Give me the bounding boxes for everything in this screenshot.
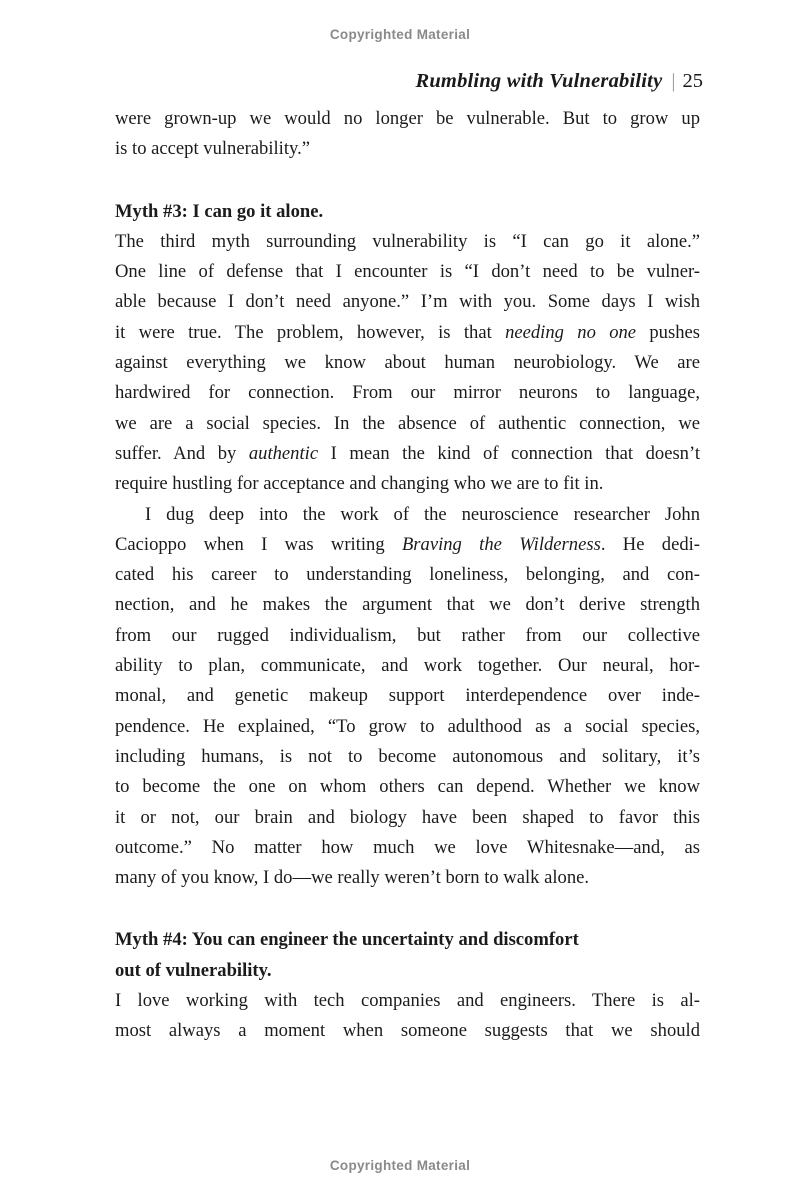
text-line	[115, 104, 700, 134]
text-segment: including humans, is not to become autonomous and solitary, it’s	[115, 745, 700, 767]
text-line	[115, 742, 700, 772]
page-number: 25	[682, 70, 703, 92]
section-heading	[115, 925, 700, 986]
text-segment: suffer. And by	[115, 442, 249, 464]
text-segment: out of vulnerability.	[115, 959, 272, 981]
text-segment: pushes	[636, 321, 700, 343]
page-body	[115, 104, 700, 1047]
text-segment: it or not, our brain and biology have been shaped to favor this	[115, 806, 700, 828]
text-line	[115, 590, 700, 620]
text-segment: pendence. He explained, “To grow to adulthood as a social species,	[115, 715, 700, 737]
paragraph	[115, 227, 700, 500]
paragraph	[115, 500, 700, 894]
text-line	[115, 681, 700, 711]
text-segment: cated his career to understanding loneliness, belonging, and con-	[115, 564, 700, 586]
text-segment: we are a social species. In the absence of authentic connection, we	[115, 412, 700, 434]
text-line	[115, 318, 700, 348]
text-segment: Myth #3: I can go it alone.	[115, 200, 324, 222]
text-line	[115, 287, 700, 317]
text-segment: I love working with tech companies and engineers. There is al-	[115, 990, 700, 1012]
heading-line	[115, 925, 700, 955]
emphasized-text: Braving the Wilderness	[401, 533, 601, 555]
chapter-title: Rumbling with Vulnerability	[415, 70, 663, 92]
paragraph	[115, 986, 700, 1047]
header-separator: |	[671, 70, 676, 92]
text-segment: it were true. The problem, however, is that	[115, 321, 506, 343]
text-line	[115, 469, 700, 499]
text-segment: from our rugged individualism, but rather from our collective	[115, 624, 700, 646]
text-line	[115, 833, 700, 863]
text-segment: monal, and genetic makeup support interdependence over inde-	[115, 685, 700, 707]
text-segment: One line of defense that I encounter is “I don’t need to be vulner-	[115, 261, 700, 283]
text-line	[115, 500, 700, 530]
text-line	[115, 803, 700, 833]
text-line	[115, 227, 700, 257]
paragraph	[115, 104, 700, 165]
emphasized-text: needing no one	[505, 321, 637, 343]
heading-line	[115, 956, 700, 986]
text-segment: most always a moment when someone suggests that we should	[115, 1020, 700, 1042]
text-line	[115, 986, 700, 1016]
text-line	[115, 621, 700, 651]
text-line	[115, 1016, 700, 1046]
text-segment: many of you know, I do—we really weren’t born to walk alone.	[115, 867, 590, 889]
emphasized-text: authentic	[248, 442, 319, 464]
heading-line	[115, 197, 700, 227]
text-segment: ability to plan, communicate, and work together. Our neural, hor-	[115, 655, 700, 677]
text-line	[115, 530, 700, 560]
text-segment: against everything we know about human neurobiology. We are	[115, 352, 700, 374]
text-segment: nection, and he makes the argument that we don’t derive strength	[115, 594, 700, 616]
text-segment: able because I don’t need anyone.” I’m with you. Some days I wish	[115, 291, 700, 313]
text-segment: . He dedi-	[600, 533, 700, 555]
text-line	[115, 134, 700, 164]
text-line	[115, 651, 700, 681]
text-segment: outcome.” No matter how much we love Whitesnake—and, as	[115, 836, 700, 858]
text-segment: Cacioppo when I was writing	[115, 533, 402, 555]
text-line	[115, 863, 700, 893]
text-segment: I dug deep into the work of the neuroscience researcher John	[145, 503, 700, 525]
text-line	[115, 772, 700, 802]
text-segment: to become the one on whom others can depend. Whether we know	[115, 776, 700, 798]
copyright-notice-bottom: Copyrighted Material	[329, 1158, 471, 1173]
text-segment: Myth #4: You can engineer the uncertainty and discomfort	[115, 929, 579, 951]
text-line	[115, 560, 700, 590]
text-segment: is to accept vulnerability.”	[115, 138, 310, 160]
text-line	[115, 439, 700, 469]
text-segment: require hustling for acceptance and changing who we are to fit in.	[115, 473, 604, 495]
text-line	[115, 378, 700, 408]
text-line	[115, 409, 700, 439]
running-header	[115, 70, 703, 93]
text-segment: The third myth surrounding vulnerability is “I can go it alone.”	[115, 230, 700, 252]
text-segment: hardwired for connection. From our mirror neurons to language,	[115, 382, 700, 404]
text-segment: I mean the kind of connection that doesn’t	[318, 442, 701, 464]
text-line	[115, 257, 700, 287]
copyright-notice-top: Copyrighted Material	[329, 27, 471, 42]
text-line	[115, 712, 700, 742]
text-line	[115, 348, 700, 378]
section-heading	[115, 197, 700, 227]
text-segment: were grown-up we would no longer be vulnerable. But to grow up	[115, 108, 700, 129]
